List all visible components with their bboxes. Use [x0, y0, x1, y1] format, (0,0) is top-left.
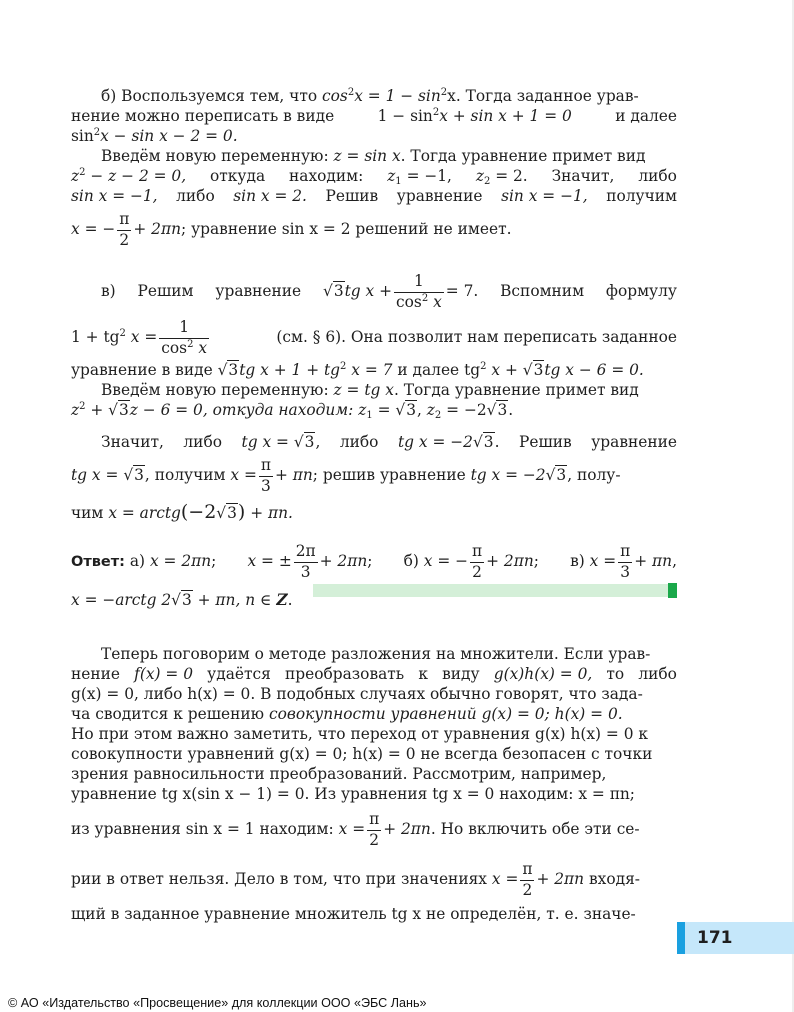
part-b-line-7: x = − $\frac{\pi}{2}$ + 2πn; уравнение sin x = 2 решений не имеет.	[71, 210, 512, 249]
page-number: 171	[697, 928, 733, 948]
body-line-10: рии в ответ нельзя. Дело в том, что при значениях x = $\frac{\pi}{2}$ + 2πn входя-	[71, 860, 640, 899]
body-line-2: нение f(x) = 0 удаётся преобразовать к виду g(x)h(x) = 0, то либо	[71, 665, 677, 683]
fraction: $\frac{\pi}{2}$	[522, 860, 533, 899]
page-tab-stripe	[677, 922, 685, 954]
answer-highlight-bar	[313, 584, 668, 597]
part-v-line-6: Значит, либо tg x = √3, либо tg x = −2√3. Решив уравнение	[101, 433, 677, 451]
part-b-line-2: нение можно переписать в виде $1 - \sin^2x + \sin x + 1 = 0$ и далее	[71, 107, 677, 125]
part-b-line-1: б) Воспользуемся тем, что $\cos^2x = 1 - \sin^2x$. Тогда заданное урав-	[101, 87, 639, 105]
part-v-line-4: Введём новую переменную: z = tg x. Тогда уравнение примет вид	[101, 381, 639, 399]
body-line-5: Но при этом важно заметить, что переход от уравнения g(x) h(x) = 0 к	[71, 725, 649, 743]
body-line-7: зрения равносильности преобразований. Рассмотрим, например,	[71, 765, 607, 783]
body-line-6: совокупности уравнений g(x) = 0; h(x) = 0 не всегда безопасен с точки	[71, 745, 653, 763]
fraction: $\frac{\pi}{2}$	[369, 810, 380, 849]
body-line-1: Теперь поговорим о методе разложения на множители. Если урав-	[101, 645, 651, 663]
answer-end-marker	[668, 583, 677, 598]
body-line-3: g(x) = 0, либо h(x) = 0. В подобных случаях обычно говорят, что зада-	[71, 685, 643, 703]
body-line-4: ча сводится к решению совокупности уравнений g(x) = 0; h(x) = 0.	[71, 705, 623, 723]
fraction: $\frac{\pi}{3}$	[620, 542, 631, 581]
fraction: $\frac{\pi}{2}$	[119, 210, 130, 249]
part-v-line-7: tg x = √3, получим x = $\frac{\pi}{3}$ + πn; решив уравнение tg x = −2√3, полу-	[71, 456, 621, 495]
fraction: $\frac{\pi}{3}$	[260, 456, 271, 495]
copyright-footer: © АО «Издательство «Просвещение» для коллекции ООО «ЭБС Лань»	[8, 996, 427, 1010]
answer-line-2: x = −arctg 2√3 + πn, n ∈ Z.	[71, 591, 293, 609]
fraction: $\frac{\pi}{2}$	[472, 542, 483, 581]
textbook-page	[71, 86, 677, 924]
fraction: $\frac{2\pi}{3}$	[295, 542, 316, 581]
body-line-11: щий в заданное уравнение множитель tg x не определён, т. е. значе-	[71, 905, 636, 923]
part-b-line-3: $\sin^2x - \sin x - 2 = 0$.	[71, 127, 238, 145]
part-v-line-8: чим x = arctg(−2√3) + πn.	[71, 501, 293, 523]
fraction: $\frac{1}{\cos^2 x}$	[396, 272, 442, 311]
part-v-line-1: в) Решим уравнение √3tg x + $\frac{1}{\cos^2 x}$ = 7. Вспомним формулу	[101, 272, 677, 311]
part-v-line-2: $1 + tg^2$ x = $\frac{1}{\cos^2 x}$ (см. § 6). Она позволит нам переписать заданное	[71, 318, 677, 357]
answer-line-1: Ответ: а) x = 2πn; x = ± $\frac{2\pi}{3}$ + 2πn; б) x = − $\frac{\pi}{2}$ + 2πn; в) x = $\frac{\pi}{3}$ + πn,	[71, 542, 677, 581]
part-v-line-5: $z^2 + √3z - 6 = 0$, откуда находим: $z_1 = √3$, $z_2 = -2√3$.	[71, 401, 514, 421]
fraction: $\frac{1}{\cos^2 x}$	[161, 318, 208, 357]
answer-label: Ответ:	[71, 554, 125, 570]
part-b-line-4: Введём новую переменную: z = sin x. Тогда уравнение примет вид	[101, 147, 646, 165]
part-v-line-3: уравнение в виде √3tg $x + 1 + tg^2$ x = 7 и далее $tg^2$ x + √3tg x − 6 = 0.	[71, 361, 644, 379]
body-line-9: из уравнения sin x = 1 находим: x = $\frac{\pi}{2}$ + 2πn. Но включить обе эти се-	[71, 810, 640, 849]
page-number-tab	[677, 922, 794, 954]
part-b-line-5: $z^2 - z - 2 = 0$, откуда находим: $z_1 = -1$, $z_2 = 2$. Значит, либо	[71, 167, 677, 187]
part-b-line-6: sin x = −1, либо sin x = 2. Решив уравнение sin x = −1, получим	[71, 187, 677, 205]
body-line-8: уравнение tg x(sin x − 1) = 0. Из уравнения tg x = 0 находим: x = πn;	[71, 785, 635, 803]
